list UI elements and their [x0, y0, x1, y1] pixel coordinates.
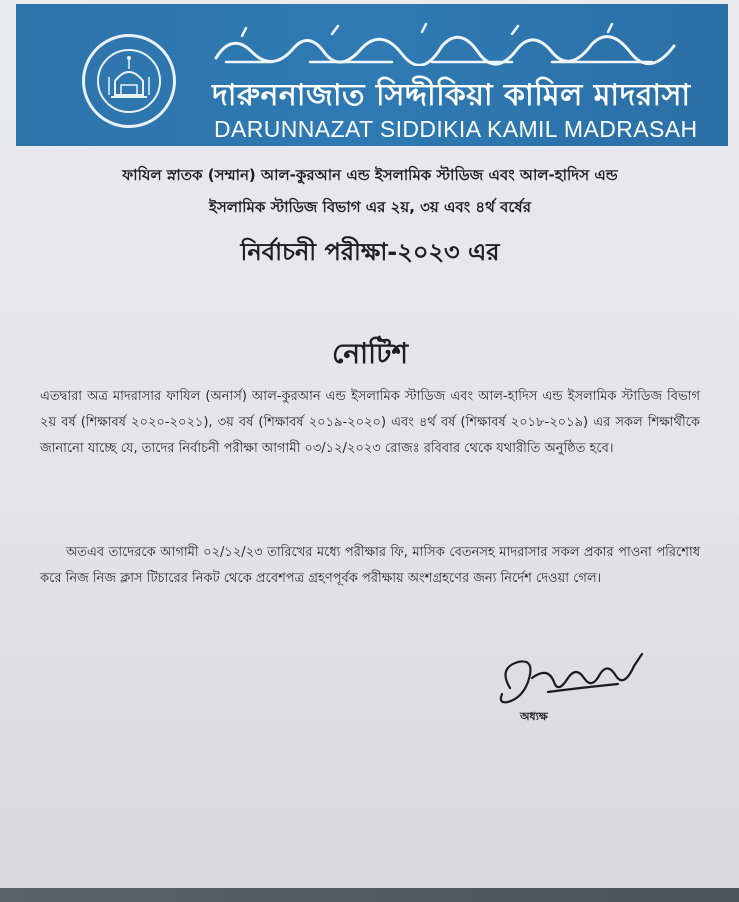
signatory-designation: অধ্যক্ষ — [520, 710, 548, 723]
notice-heading: নোটিশ — [331, 337, 409, 370]
notice-subtitle-line2: ইসলামিক স্টাডিজ বিভাগ এর ২য়, ৩য় এবং ৪র্থ বর্ষের — [209, 198, 531, 216]
seal-inner-ring — [97, 49, 161, 113]
exam-title: নির্বাচনী পরীক্ষা-২০২৩ এর — [240, 238, 500, 266]
photo-background-edge — [0, 888, 739, 902]
arabic-calligraphy-logo — [212, 22, 680, 66]
principal-signature — [488, 648, 660, 712]
institution-name-english: DARUNNAZAT SIDDIKIA KAMIL MADRASAH — [214, 116, 698, 142]
letterhead-band — [16, 4, 728, 146]
notice-paragraph-2: অতএব তাদেরকে আগামী ০২/১২/২৩ তারিখের মধ্যে পরীক্ষার ফি, মাসিক বেতনসহ মাদরাসার সকল প্রকার পাওনা পরিশোধ করে নিজ নিজ ক্লাস টিচারের নিকট থেকে প্রবেশপত্র গ্রহণপূর্বক পরীক্ষায় অংশগ্রহণের জন্য নির্দেশ দেওয়া গেল। — [40, 545, 700, 586]
institution-name-bangla: দারুননাজাত সিদ্দীকিয়া কামিল মাদরাসা — [212, 78, 691, 113]
notice-paragraph-1: এতদ্বারা অত্র মাদরাসার ফাযিল (অনার্স) আল-কুরআন এন্ড ইসলামিক স্টাডিজ এবং আল-হাদিস এন্ড ইসলামিক স্টাডিজ বিভাগ ২য় বর্ষ (শিক্ষাবর্ষ ২০২০-২০২১), ৩য় বর্ষ (শিক্ষাবর্ষ ২০১৯-২০২০) এবং ৪র্থ বর্ষ (শিক্ষাবর্ষ ২০১৮-২০১৯) এর সকল শিক্ষার্থীকে জানানো যাচ্ছে যে, তাদের নির্বাচনী পরীক্ষা আগামী ০৩/১২/২০২৩ রোজঃ রবিবার থেকে যথারীতি অনুষ্ঠিত হবে। — [40, 389, 700, 456]
madrasah-seal-logo — [82, 34, 176, 128]
notice-subtitle-line1: ফাযিল স্নাতক (সম্মান) আল-কুরআন এন্ড ইসলামিক স্টাডিজ এবং আল-হাদিস এন্ড — [122, 166, 618, 184]
